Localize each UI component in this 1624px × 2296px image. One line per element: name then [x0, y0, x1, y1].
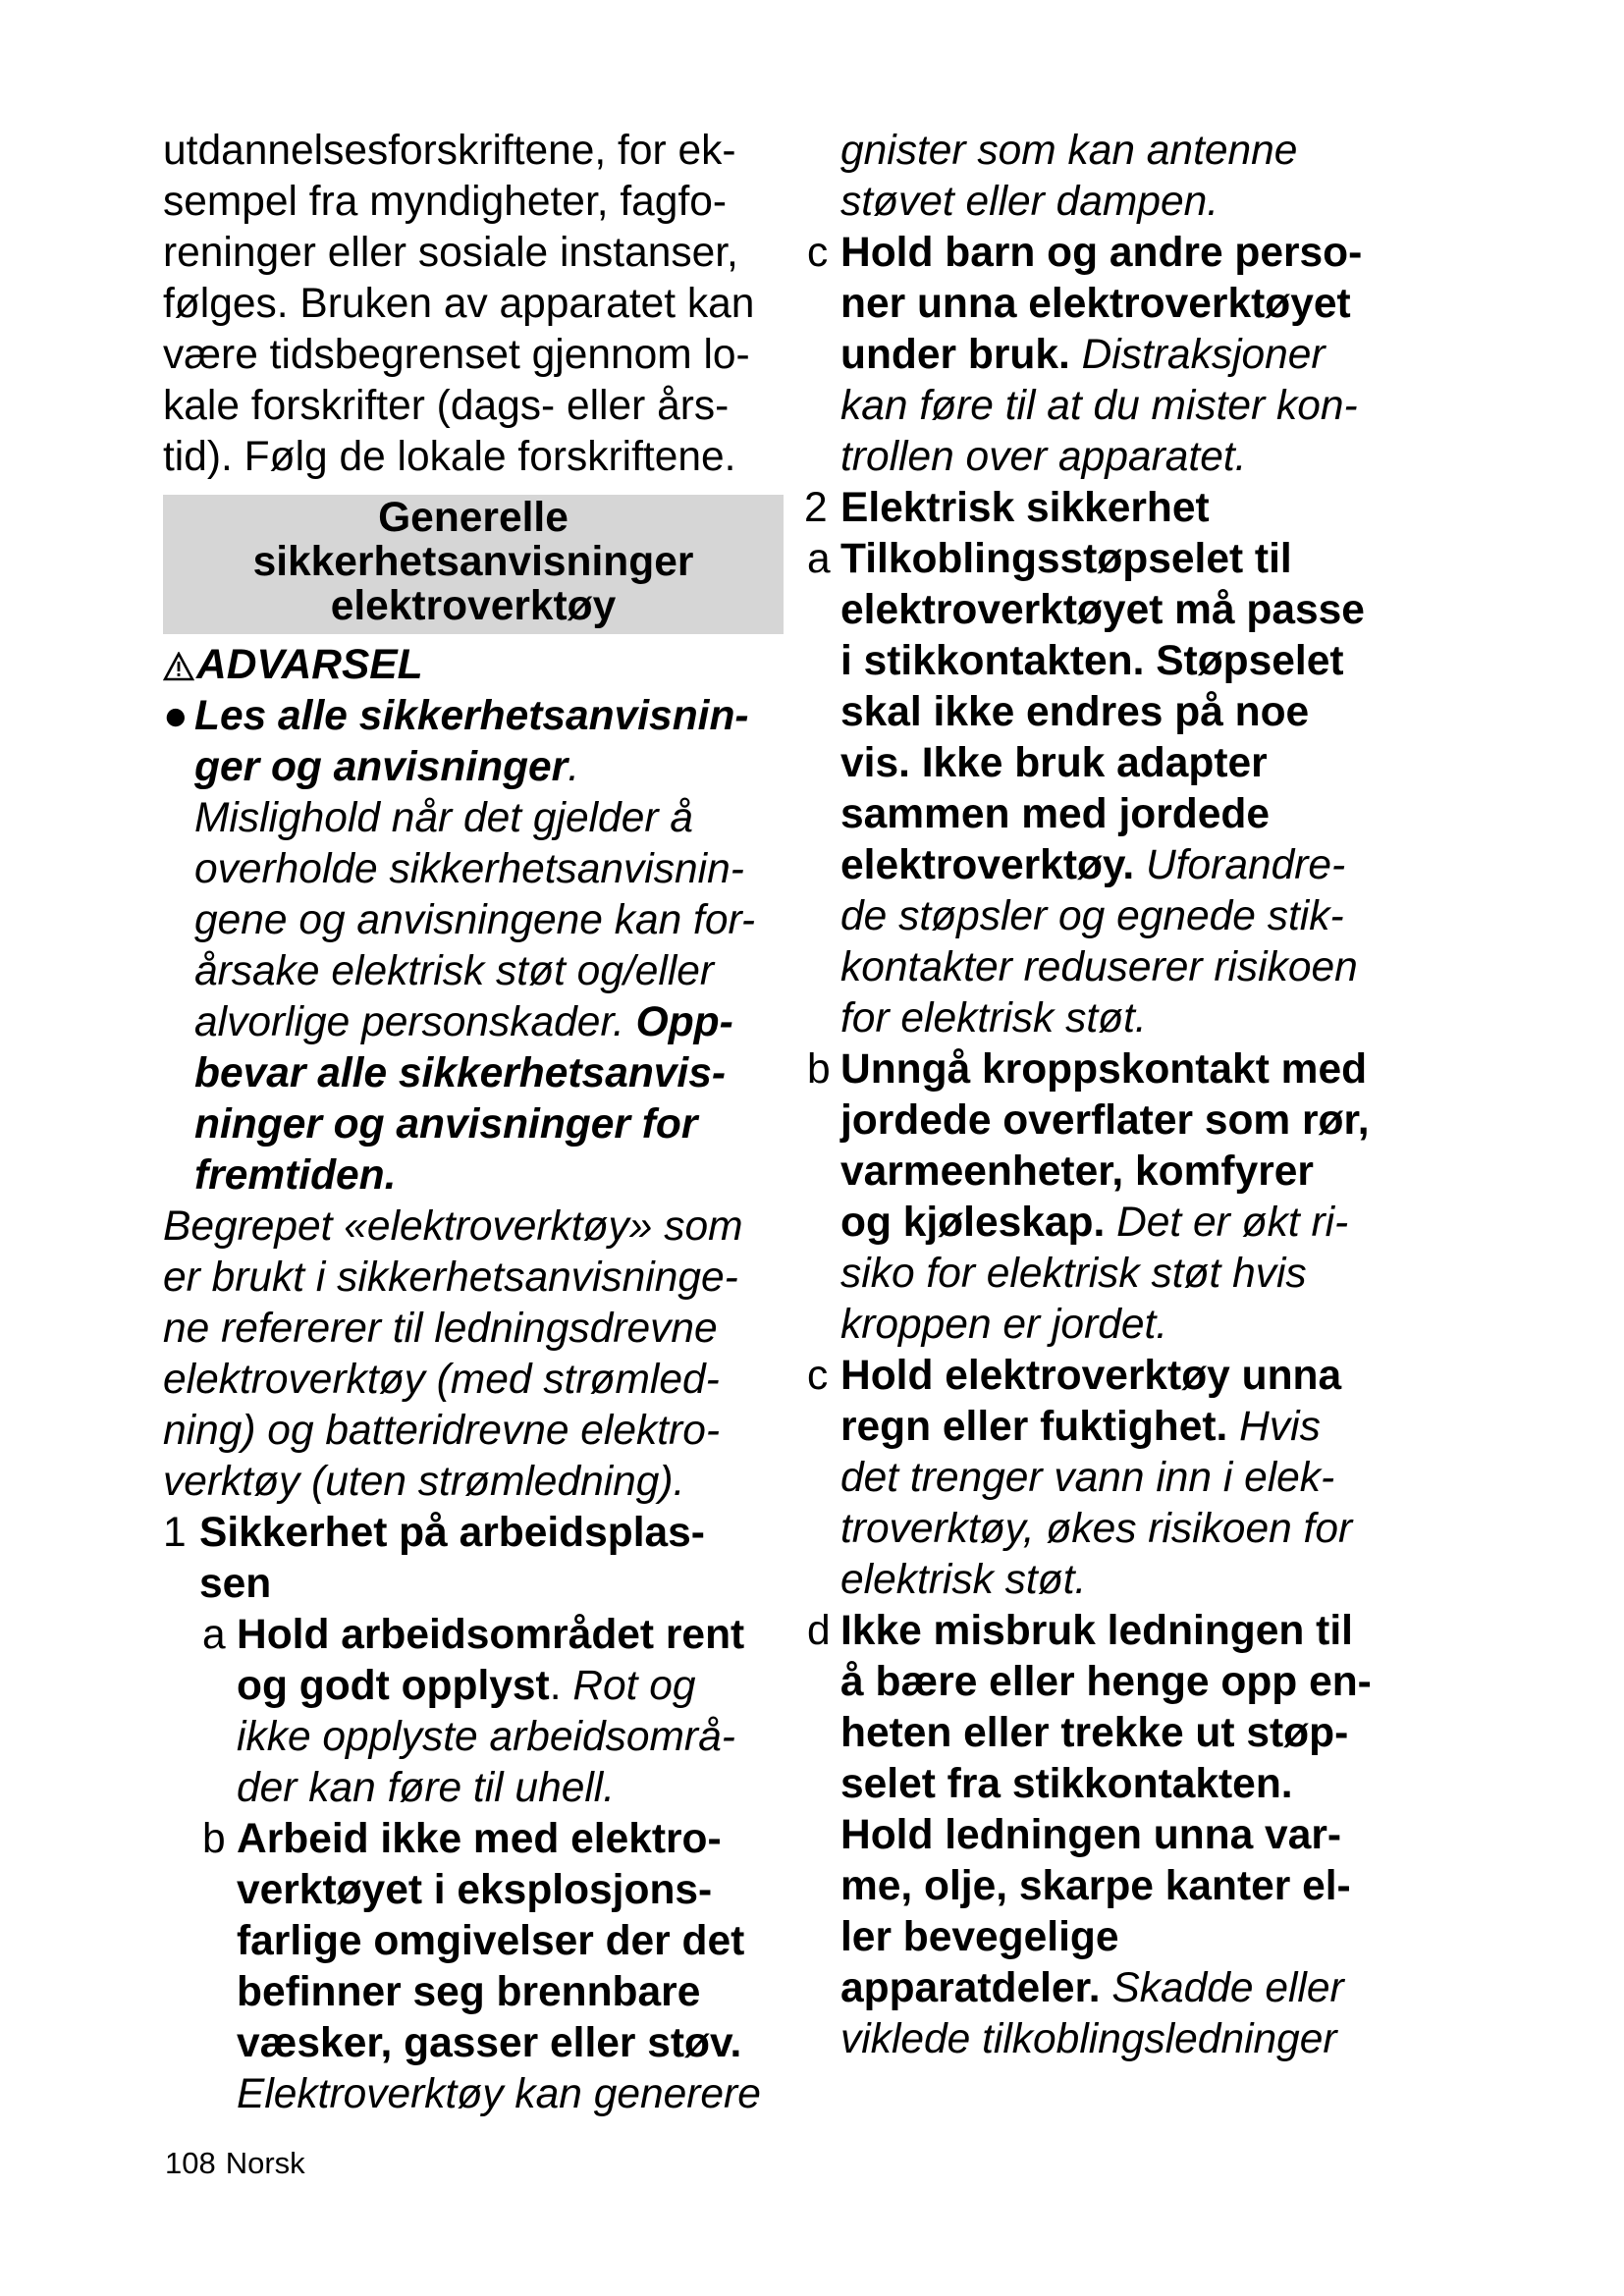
- text-line: gene og anvisningene kan for-: [194, 897, 756, 943]
- text-line: det trenger vann inn i elek-: [840, 1455, 1335, 1501]
- numbered-section-1: [163, 1508, 791, 1610]
- text-line: [237, 1661, 791, 1712]
- page-footer: [165, 2146, 315, 2181]
- text-line: Hold barn og andre perso-: [840, 230, 1363, 276]
- text-line: de støpsler og egnede stik-: [840, 893, 1344, 939]
- text-line: Begrepet «elektroverktøy» som: [163, 1203, 743, 1250]
- bold-text: Opp-: [635, 999, 733, 1045]
- bullet-item: [163, 691, 791, 1201]
- text-line: elektrisk støt.: [840, 1557, 1087, 1603]
- warning-triangle-icon: [163, 652, 194, 681]
- text-line: [840, 1198, 1489, 1249]
- section-heading: [163, 495, 784, 634]
- text-line: utdannelsesforskriftene, for ek-: [163, 128, 736, 174]
- text-line: troverktøy, økes risikoen for: [840, 1506, 1353, 1552]
- text-line: i stikkontakten. Støpselet: [840, 638, 1344, 684]
- section-number: 2: [804, 485, 828, 531]
- text-line: verktøy (uten strømledning).: [163, 1459, 685, 1505]
- text-line: følges. Bruken av apparatet kan: [163, 281, 755, 327]
- text-line: Tilkoblingsstøpselet til: [840, 536, 1292, 582]
- item-letter: a: [807, 536, 831, 582]
- italic-text: Distraksjoner: [1069, 332, 1326, 378]
- heading-line: sikkerhetsanvisninger: [252, 539, 694, 585]
- text-line: Unngå kroppskontakt med: [840, 1046, 1368, 1093]
- text-line: jordede overflater som rør,: [840, 1097, 1370, 1144]
- subitem-2c: [766, 1351, 1489, 1606]
- text-line: tid). Følg de lokale forskriftene.: [163, 434, 736, 480]
- warning-text: ADVARSEL: [196, 642, 423, 688]
- continued-text: [766, 126, 1489, 228]
- text-line: Les alle sikkerhetsanvisnin-: [194, 693, 749, 739]
- language-label: Norsk: [225, 2146, 305, 2180]
- text-line: væsker, gasser eller støv.: [237, 2020, 742, 2066]
- subitem-2a: [766, 534, 1489, 1044]
- bold-text: apparatdeler.: [840, 1965, 1101, 2011]
- subitem-2b: [766, 1044, 1489, 1351]
- text-line: selet fra stikkontakten.: [840, 1761, 1293, 1807]
- plain-text: .: [549, 1663, 573, 1709]
- text-line: kan føre til at du mister kon-: [840, 383, 1358, 429]
- bold-text: og kjøleskap.: [840, 1200, 1106, 1246]
- text-line: sempel fra myndigheter, fagfo-: [163, 179, 728, 225]
- item-letter: c: [807, 230, 829, 276]
- text-line: Ikke misbruk ledningen til: [840, 1608, 1353, 1654]
- heading-line: elektroverktøy: [330, 583, 617, 629]
- section-title: sen: [199, 1561, 272, 1607]
- text-line: skal ikke endres på noe: [840, 689, 1310, 735]
- text-line: viklede tilkoblingsledninger: [840, 2016, 1337, 2062]
- text-line: Arbeid ikke med elektro-: [237, 1816, 722, 1862]
- section-title: Elektrisk sikkerhet: [840, 485, 1210, 531]
- subitem-1a: [163, 1610, 791, 1814]
- subitem-1c: [766, 228, 1489, 483]
- text-line: sammen med jordede: [840, 791, 1270, 837]
- left-column: [163, 126, 791, 2120]
- item-letter: b: [807, 1046, 831, 1093]
- text-line: Mislighold når det gjelder å: [194, 795, 693, 841]
- warning-label: [163, 640, 791, 691]
- text-line: ning) og batteridrevne elektro-: [163, 1408, 720, 1454]
- text-line: kontakter reduserer risikoen: [840, 944, 1358, 990]
- text-line: Hold elektroverktøy unna: [840, 1353, 1342, 1399]
- italic-text: Rot og: [572, 1663, 696, 1709]
- text-line: ner unna elektroverktøyet: [840, 281, 1351, 327]
- text-line: Elektroverktøy kan generere: [237, 2071, 761, 2117]
- text-line: Hold ledningen unna var-: [840, 1812, 1342, 1858]
- text-line: ne refererer til ledningsdrevne: [163, 1306, 718, 1352]
- text-line: reninger eller sosiale instanser,: [163, 230, 738, 276]
- bold-text: elektroverktøy.: [840, 842, 1135, 888]
- italic-text: Hvis: [1227, 1404, 1321, 1450]
- text-line: gnister som kan antenne: [840, 128, 1298, 174]
- italic-text: Uforandre-: [1134, 842, 1346, 888]
- item-letter: c: [807, 1353, 829, 1399]
- text-line: befinner seg brennbare: [237, 1969, 701, 2015]
- text-line: trollen over apparatet.: [840, 434, 1247, 480]
- bold-text: under bruk.: [840, 332, 1070, 378]
- page-number: 108: [165, 2146, 216, 2180]
- section-number: 1: [163, 1510, 187, 1556]
- text-line: er brukt i sikkerhetsanvisninge-: [163, 1255, 738, 1301]
- italic-text: alvorlige personskader.: [194, 999, 636, 1045]
- text-line: ler bevegelige: [840, 1914, 1119, 1960]
- intro-paragraph: [163, 126, 791, 483]
- text-line: der kan føre til uhell.: [237, 1765, 616, 1811]
- text-line: kale forskrifter (dags- eller års-: [163, 383, 730, 429]
- text-line: å bære eller henge opp en-: [840, 1659, 1372, 1705]
- text-line: me, olje, skarpe kanter el-: [840, 1863, 1351, 1909]
- text-line: støvet eller dampen.: [840, 179, 1219, 225]
- section-title: Sikkerhet på arbeidsplas-: [199, 1510, 705, 1556]
- bold-text: og godt opplyst: [237, 1663, 550, 1709]
- subitem-1b: [163, 1814, 791, 2120]
- text-line: heten eller trekke ut støp-: [840, 1710, 1349, 1756]
- text-line: [194, 997, 791, 1048]
- bold-text: ger og anvisninger: [194, 744, 568, 790]
- text-line: årsake elektrisk støt og/eller: [194, 948, 715, 994]
- text-line: ninger og anvisninger for: [194, 1101, 698, 1148]
- heading-line: Generelle: [378, 495, 568, 541]
- text-line: vis. Ikke bruk adapter: [840, 740, 1268, 786]
- text-line: [840, 1963, 1489, 2014]
- term-definition: [163, 1201, 791, 1508]
- bold-text: regn eller fuktighet.: [840, 1404, 1228, 1450]
- text-line: være tidsbegrenset gjennom lo-: [163, 332, 750, 378]
- text-line: fremtiden.: [194, 1152, 397, 1199]
- text-line: Hold arbeidsområdet rent: [237, 1612, 745, 1658]
- text-line: elektroverktøyet må passe: [840, 587, 1365, 633]
- right-column: [804, 126, 1489, 2065]
- italic-text: Det er økt ri-: [1105, 1200, 1349, 1246]
- numbered-section-2: [804, 483, 1489, 534]
- text-line: for elektrisk støt.: [840, 995, 1147, 1041]
- text-line: [840, 840, 1489, 891]
- text-line: elektroverktøy (med strømled-: [163, 1357, 720, 1403]
- text-line: siko for elektrisk støt hvis: [840, 1251, 1307, 1297]
- item-letter: d: [807, 1608, 831, 1654]
- text-line: ikke opplyste arbeidsområ-: [237, 1714, 735, 1760]
- text-line: kroppen er jordet.: [840, 1302, 1168, 1348]
- item-letter: b: [202, 1816, 226, 1862]
- italic-text: Skadde eller: [1100, 1965, 1344, 2011]
- text-line: farlige omgivelser der det: [237, 1918, 745, 1964]
- text-line: [194, 742, 791, 793]
- text-line: verktøyet i eksplosjons-: [237, 1867, 713, 1913]
- item-letter: a: [202, 1612, 226, 1658]
- text-line: [840, 330, 1489, 381]
- text-line: overholde sikkerhetsanvisnin-: [194, 846, 744, 892]
- text-line: varmeenheter, komfyrer: [840, 1148, 1314, 1195]
- bullet-icon: ●: [163, 693, 189, 739]
- text-line: [840, 1402, 1489, 1453]
- italic-text: .: [568, 744, 580, 790]
- subitem-2d: [766, 1606, 1489, 2065]
- text-line: bevar alle sikkerhetsanvis-: [194, 1050, 727, 1096]
